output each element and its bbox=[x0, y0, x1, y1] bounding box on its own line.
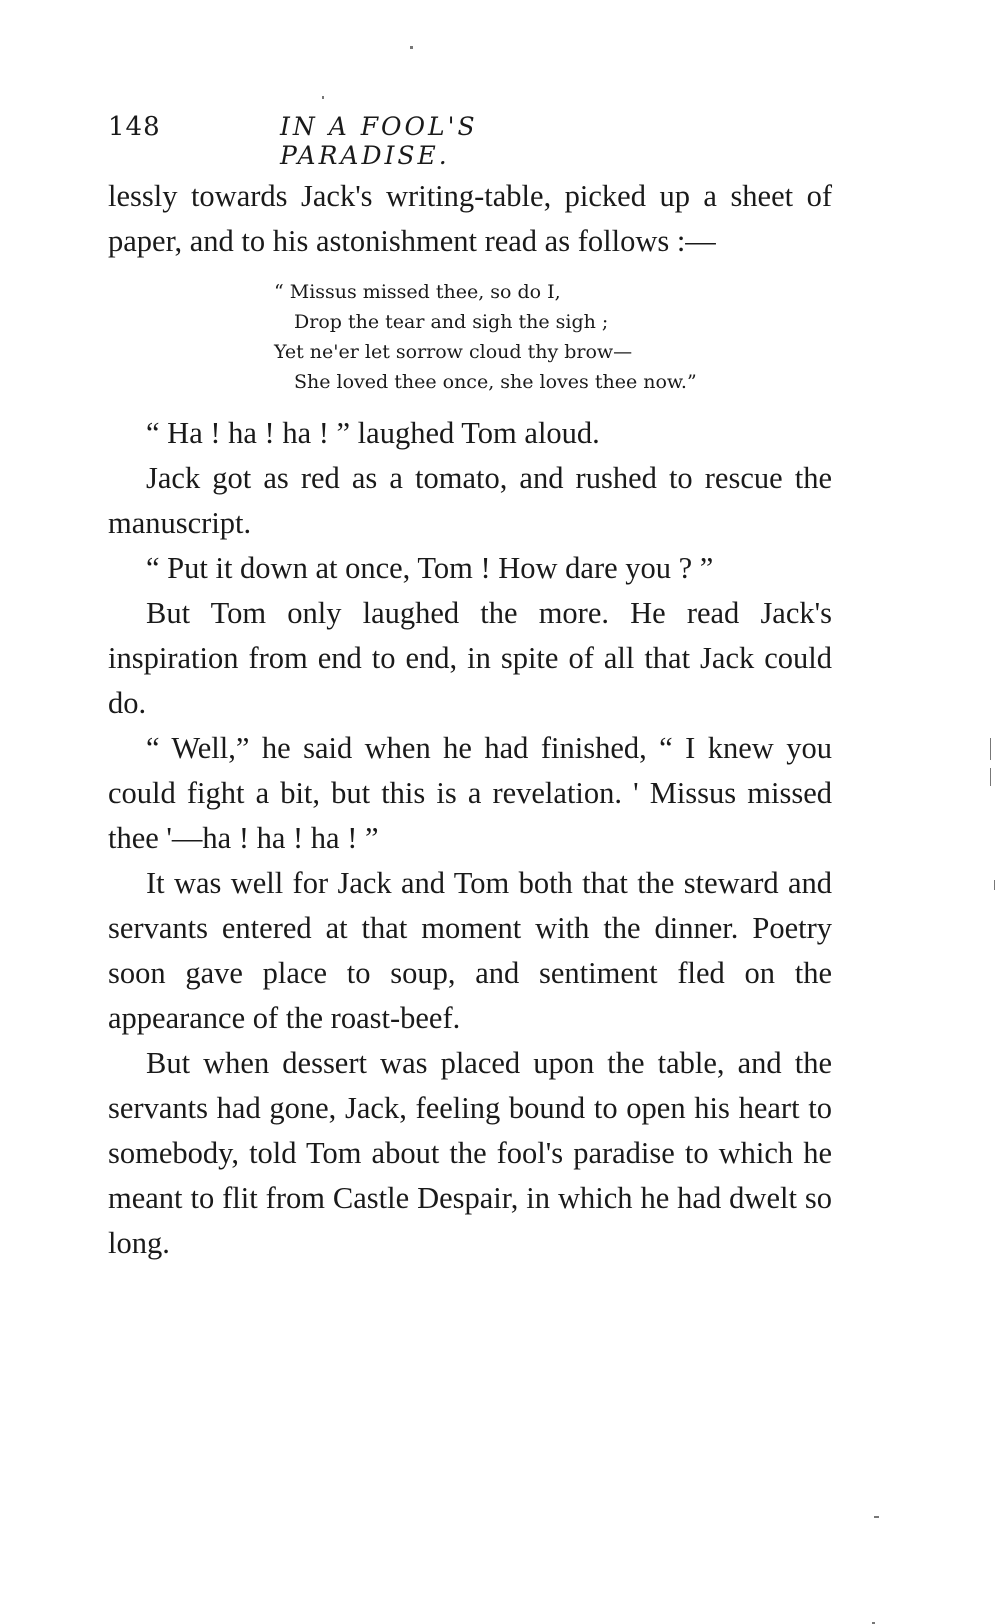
poem-line-4: She loved thee once, she loves thee now.” bbox=[294, 371, 697, 393]
margin-mark bbox=[994, 880, 995, 890]
poem-line-1: “ Missus missed thee, so do I, bbox=[274, 281, 561, 303]
paragraph-7: It was well for Jack and Tom both that the steward and servants entered at that moment with the dinner. Poetry soon gave place to soup, and sentiment fled on the appearance of the roast-beef. bbox=[108, 866, 832, 1035]
paragraph-8: But when dessert was placed upon the table, and the servants had gone, Jack, feeling bound to open his heart to somebody, told Tom about the fool's paradise to which he meant to flit from Castle Despair, in which he had dwelt so long. bbox=[108, 1046, 832, 1260]
paragraph-2: “ Ha ! ha ! ha ! ” laughed Tom aloud. bbox=[146, 416, 600, 450]
scan-speck bbox=[410, 46, 413, 49]
margin-mark bbox=[990, 738, 991, 760]
body-text bbox=[108, 174, 832, 1266]
poem-block bbox=[274, 277, 832, 397]
page-header bbox=[108, 112, 653, 170]
scan-speck bbox=[322, 96, 324, 99]
margin-mark bbox=[990, 768, 991, 786]
page-number: 148 bbox=[108, 112, 161, 142]
paragraph-6: “ Well,” he said when he had finished, “ I knew you could fight a bit, but this is a revelation. ' Missus missed thee '—ha ! ha ! ha ! ” bbox=[108, 731, 832, 855]
running-title: IN A FOOL'S PARADISE. bbox=[280, 112, 478, 170]
paragraph-5: But Tom only laughed the more. He read Jack's inspiration from end to end, in spite of all that Jack could do. bbox=[108, 596, 832, 720]
paragraph-3: Jack got as red as a tomato, and rushed to rescue the manuscript. bbox=[108, 461, 832, 540]
paragraph-4: “ Put it down at once, Tom ! How dare you ? ” bbox=[146, 551, 714, 585]
paragraph-1: lessly towards Jack's writing-table, picked up a sheet of paper, and to his astonishment read as follows :— bbox=[108, 179, 832, 258]
poem-line-2: Drop the tear and sigh the sigh ; bbox=[294, 311, 609, 333]
poem-line-3: Yet ne'er let sorrow cloud thy brow— bbox=[274, 341, 633, 363]
scan-speck bbox=[874, 1516, 879, 1518]
